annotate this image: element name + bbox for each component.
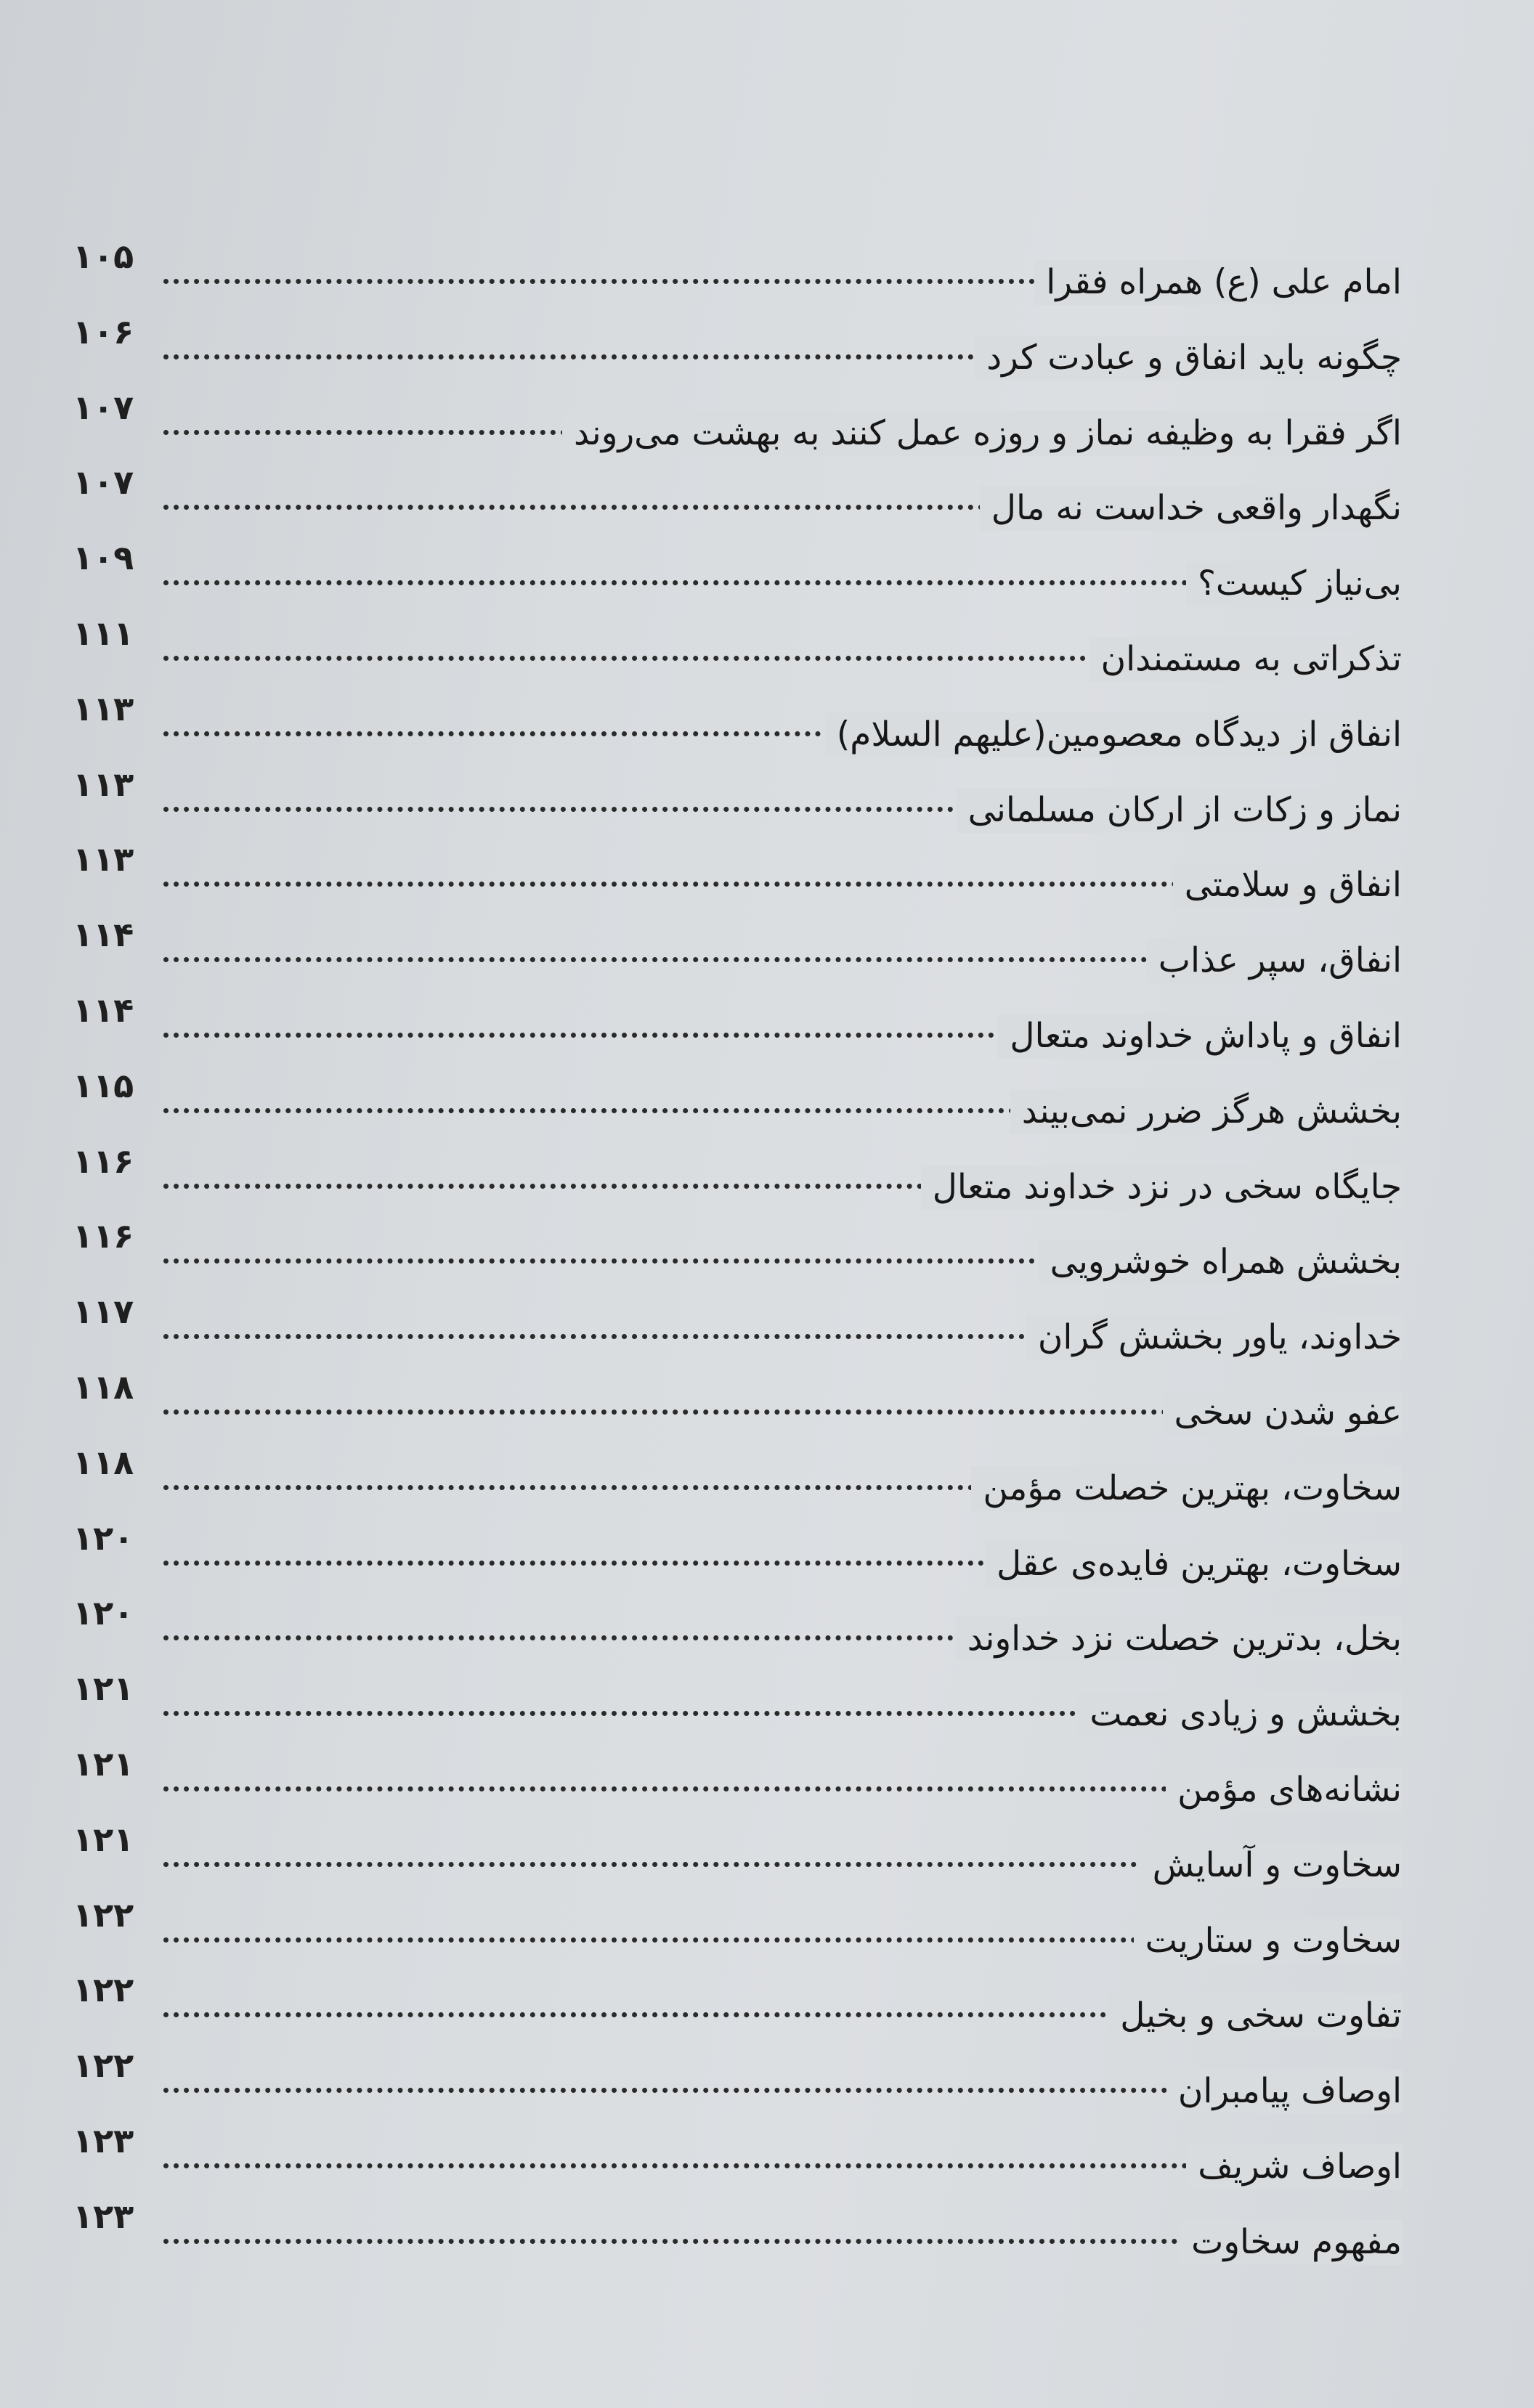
toc-entry <box>73 1137 1402 1213</box>
toc-title: عفو شدن سخی <box>1163 1391 1402 1436</box>
toc-entry <box>73 2117 1402 2192</box>
toc-page-number: ۱۲۲ <box>73 1895 134 1935</box>
toc-page-number: ۱۲۲ <box>73 1970 134 2010</box>
table-of-contents <box>73 232 1402 2268</box>
toc-page-number: ۱۰۷ <box>73 463 134 503</box>
toc-page-number: ۱۰۹ <box>73 538 134 578</box>
toc-title: بخل، بدترین خصلت نزد خداوند <box>956 1616 1402 1661</box>
toc-title: اوصاف پیامبران <box>1166 2069 1402 2114</box>
toc-title: نشانه‌های مؤمن <box>1166 1768 1402 1813</box>
toc-title: چگونه باید انفاق و عبادت کرد <box>975 335 1402 381</box>
toc-entry <box>73 458 1402 534</box>
toc-entry <box>73 1966 1402 2041</box>
toc-page-number: ۱۱۸ <box>73 1442 134 1482</box>
toc-entry <box>73 232 1402 308</box>
toc-title: اگر فقرا به وظیفه نماز و روزه عمل کنند به بهشت می‌روند <box>562 411 1402 456</box>
toc-title: امام علی (ع) همراه فقرا <box>1034 260 1402 305</box>
toc-entry <box>73 1439 1402 1514</box>
toc-entry <box>73 760 1402 836</box>
toc-title: سخاوت و ستاریت <box>1134 1919 1402 1964</box>
toc-title: سخاوت، بهترین خصلت مؤمن <box>971 1466 1402 1511</box>
toc-title: انفاق و پاداش خداوند متعال <box>998 1014 1402 1059</box>
toc-title: اوصاف شریف <box>1186 2144 1402 2189</box>
toc-entry <box>73 835 1402 911</box>
toc-entry <box>73 1514 1402 1590</box>
toc-entry <box>73 2192 1402 2268</box>
toc-entry <box>73 609 1402 685</box>
toc-page-number: ۱۲۳ <box>73 2196 134 2236</box>
toc-entry <box>73 1589 1402 1664</box>
toc-title: انفاق و سلامتی <box>1173 863 1402 908</box>
toc-title: انفاق، سپر عذاب <box>1147 938 1402 983</box>
toc-page-number: ۱۲۱ <box>73 1744 134 1783</box>
toc-title: تذکراتی به مستمندان <box>1089 637 1402 682</box>
toc-entry <box>73 2041 1402 2117</box>
toc-title: تفاوت سخی و بخیل <box>1108 1993 1402 2038</box>
toc-page-number: ۱۰۶ <box>73 312 134 351</box>
toc-page-number: ۱۱۵ <box>73 1065 134 1105</box>
toc-title: جایگاه سخی در نزد خداوند متعال <box>921 1165 1402 1210</box>
toc-page-number: ۱۲۱ <box>73 1669 134 1709</box>
toc-page-number: ۱۱۳ <box>73 764 134 804</box>
toc-title: بخشش و زیادی نعمت <box>1078 1692 1402 1737</box>
toc-title: مفهوم سخاوت <box>1180 2220 1402 2265</box>
toc-title: بی‌نیاز کیست؟ <box>1186 561 1402 606</box>
toc-title: سخاوت و آسایش <box>1141 1843 1402 1888</box>
toc-entry <box>73 383 1402 459</box>
toc-entry <box>73 1740 1402 1815</box>
toc-title: سخاوت، بهترین فایده‌ی عقل <box>985 1542 1402 1587</box>
toc-title: انفاق از دیدگاه معصومین(علیهم السلام) <box>825 712 1402 757</box>
toc-page-number: ۱۱۳ <box>73 688 134 728</box>
toc-entry <box>73 1815 1402 1891</box>
toc-page-number: ۱۲۰ <box>73 1518 134 1558</box>
toc-page-number: ۱۲۳ <box>73 2120 134 2160</box>
toc-entry <box>73 1062 1402 1137</box>
toc-entry <box>73 1664 1402 1740</box>
toc-page-number: ۱۲۱ <box>73 1819 134 1859</box>
toc-title: نگهدار واقعی خداست نه مال <box>980 486 1402 531</box>
toc-page-number: ۱۱۶ <box>73 1216 134 1256</box>
toc-page-number: ۱۲۰ <box>73 1593 134 1633</box>
toc-page-number: ۱۱۴ <box>73 915 134 955</box>
toc-title: بخشش همراه خوشرویی <box>1039 1240 1402 1285</box>
toc-entry <box>73 308 1402 383</box>
toc-entry <box>73 1288 1402 1363</box>
toc-entry <box>73 986 1402 1062</box>
toc-page-number: ۱۱۴ <box>73 990 134 1030</box>
toc-title: بخشش هرگز ضرر نمی‌بیند <box>1010 1089 1402 1134</box>
toc-page-number: ۱۲۲ <box>73 2046 134 2086</box>
toc-page-number: ۱۱۱ <box>73 613 134 653</box>
toc-page-number: ۱۰۵ <box>73 237 134 276</box>
toc-page-number: ۱۱۶ <box>73 1141 134 1181</box>
toc-page-number: ۱۱۳ <box>73 839 134 879</box>
toc-page-number: ۱۱۸ <box>73 1367 134 1407</box>
toc-title: نماز و زکات از ارکان مسلمانی <box>957 788 1402 833</box>
toc-entry <box>73 534 1402 609</box>
toc-entry <box>73 911 1402 986</box>
toc-title: خداوند، یاور بخشش گران <box>1026 1315 1402 1360</box>
toc-page-number: ۱۱۷ <box>73 1292 134 1332</box>
toc-entry <box>73 685 1402 760</box>
toc-entry <box>73 1891 1402 1966</box>
toc-page-number: ۱۰۷ <box>73 387 134 427</box>
toc-entry <box>73 1212 1402 1288</box>
toc-entry <box>73 1363 1402 1439</box>
